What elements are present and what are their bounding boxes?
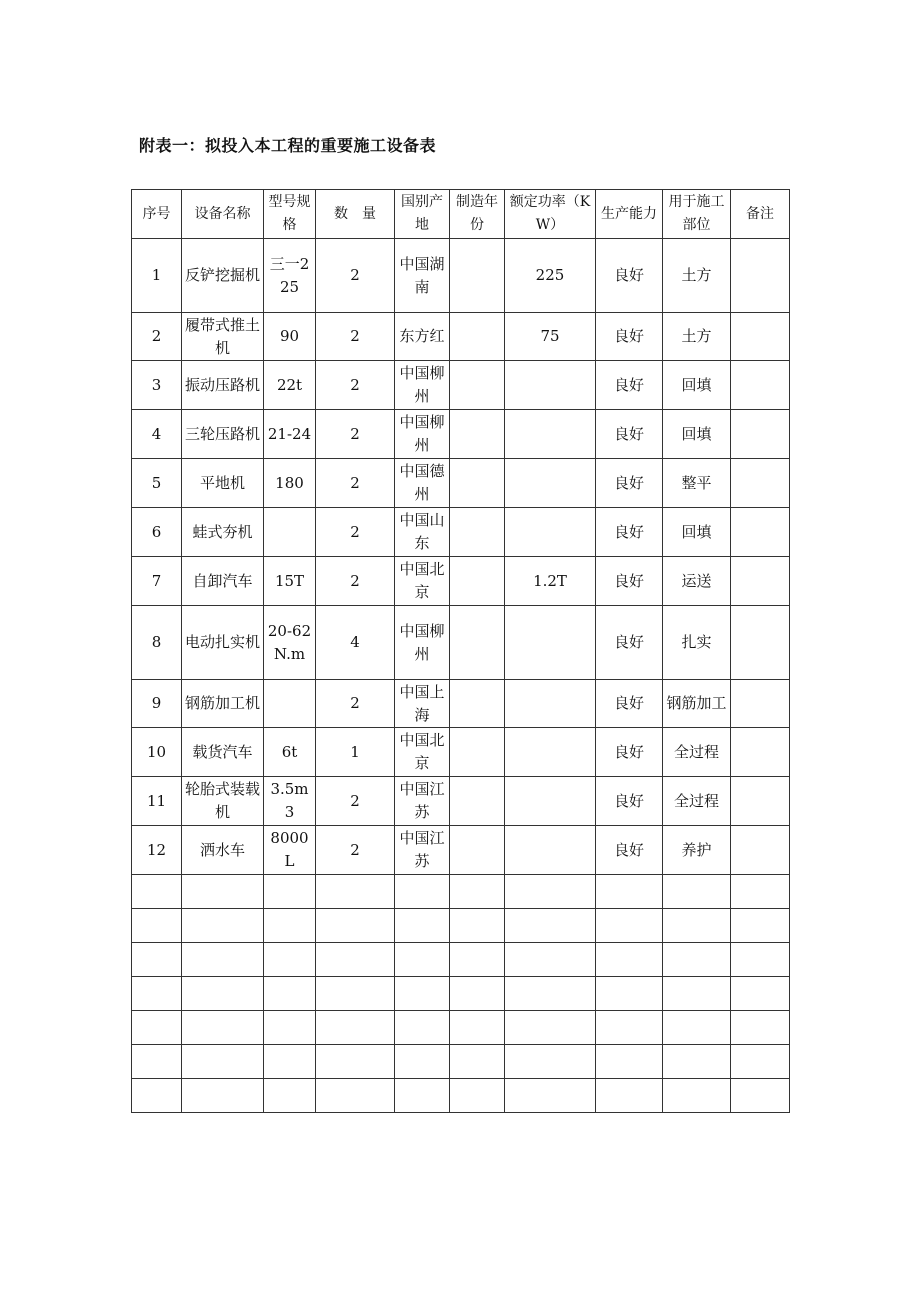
empty-cell	[450, 909, 505, 943]
cell-name: 反铲挖掘机	[182, 239, 264, 313]
cell-capacity: 良好	[596, 239, 663, 313]
empty-cell	[663, 943, 731, 977]
cell-name: 平地机	[182, 459, 264, 508]
cell-usage: 土方	[663, 239, 731, 313]
cell-seq: 3	[132, 361, 182, 410]
cell-power	[505, 410, 596, 459]
document-title: 附表一：拟投入本工程的重要施工设备表	[139, 136, 437, 155]
header-name: 设备名称	[182, 190, 264, 239]
cell-capacity: 良好	[596, 777, 663, 826]
cell-year	[450, 508, 505, 557]
table-row	[132, 728, 790, 777]
empty-cell	[316, 1079, 395, 1113]
empty-row	[132, 1079, 790, 1113]
empty-cell	[264, 1011, 316, 1045]
cell-power	[505, 459, 596, 508]
cell-power: 75	[505, 313, 596, 361]
cell-remark	[731, 680, 790, 728]
empty-cell	[182, 943, 264, 977]
cell-origin: 中国柳州	[395, 410, 450, 459]
empty-cell	[264, 1079, 316, 1113]
cell-usage: 钢筋加工	[663, 680, 731, 728]
empty-cell	[505, 875, 596, 909]
cell-seq: 1	[132, 239, 182, 313]
equipment-table	[131, 189, 790, 1113]
cell-usage: 养护	[663, 826, 731, 875]
cell-qty: 4	[316, 606, 395, 680]
cell-name: 电动扎实机	[182, 606, 264, 680]
empty-cell	[395, 1079, 450, 1113]
cell-power	[505, 728, 596, 777]
cell-power	[505, 606, 596, 680]
cell-power	[505, 508, 596, 557]
empty-cell	[450, 943, 505, 977]
cell-qty: 2	[316, 239, 395, 313]
empty-cell	[731, 1011, 790, 1045]
cell-name: 蛙式夯机	[182, 508, 264, 557]
cell-seq: 9	[132, 680, 182, 728]
empty-cell	[132, 909, 182, 943]
empty-cell	[395, 875, 450, 909]
header-model: 型号规格	[264, 190, 316, 239]
empty-cell	[596, 1011, 663, 1045]
cell-name: 载货汽车	[182, 728, 264, 777]
cell-remark	[731, 410, 790, 459]
table-row	[132, 680, 790, 728]
empty-cell	[731, 909, 790, 943]
empty-cell	[182, 1079, 264, 1113]
empty-cell	[450, 1079, 505, 1113]
cell-capacity: 良好	[596, 728, 663, 777]
empty-cell	[395, 1011, 450, 1045]
cell-model: 21-24	[264, 410, 316, 459]
header-power: 额定功率（KW）	[505, 190, 596, 239]
header-origin: 国别产地	[395, 190, 450, 239]
cell-capacity: 良好	[596, 826, 663, 875]
table-row	[132, 410, 790, 459]
empty-cell	[596, 977, 663, 1011]
empty-cell	[395, 977, 450, 1011]
empty-cell	[132, 943, 182, 977]
cell-usage: 运送	[663, 557, 731, 606]
cell-seq: 2	[132, 313, 182, 361]
table-row	[132, 239, 790, 313]
cell-usage: 土方	[663, 313, 731, 361]
cell-origin: 中国江苏	[395, 826, 450, 875]
empty-cell	[316, 943, 395, 977]
cell-year	[450, 459, 505, 508]
empty-cell	[663, 1079, 731, 1113]
empty-cell	[395, 943, 450, 977]
cell-capacity: 良好	[596, 680, 663, 728]
empty-row	[132, 875, 790, 909]
cell-remark	[731, 508, 790, 557]
table-body	[132, 239, 790, 1113]
cell-name: 振动压路机	[182, 361, 264, 410]
cell-seq: 10	[132, 728, 182, 777]
cell-name: 洒水车	[182, 826, 264, 875]
empty-cell	[316, 1045, 395, 1079]
header-year: 制造年份	[450, 190, 505, 239]
cell-model: 15T	[264, 557, 316, 606]
cell-seq: 11	[132, 777, 182, 826]
empty-cell	[182, 1045, 264, 1079]
cell-qty: 2	[316, 313, 395, 361]
empty-cell	[596, 909, 663, 943]
cell-capacity: 良好	[596, 361, 663, 410]
cell-power: 225	[505, 239, 596, 313]
empty-cell	[264, 943, 316, 977]
empty-cell	[596, 1045, 663, 1079]
empty-cell	[316, 875, 395, 909]
empty-cell	[731, 875, 790, 909]
cell-qty: 1	[316, 728, 395, 777]
cell-name: 自卸汽车	[182, 557, 264, 606]
table-row	[132, 777, 790, 826]
empty-cell	[316, 909, 395, 943]
cell-usage: 回填	[663, 361, 731, 410]
cell-power	[505, 680, 596, 728]
empty-cell	[505, 943, 596, 977]
empty-cell	[316, 1011, 395, 1045]
empty-cell	[663, 977, 731, 1011]
cell-seq: 6	[132, 508, 182, 557]
cell-usage: 全过程	[663, 777, 731, 826]
cell-capacity: 良好	[596, 606, 663, 680]
empty-cell	[505, 1079, 596, 1113]
cell-capacity: 良好	[596, 459, 663, 508]
cell-qty: 2	[316, 557, 395, 606]
cell-qty: 2	[316, 361, 395, 410]
cell-qty: 2	[316, 508, 395, 557]
cell-origin: 东方红	[395, 313, 450, 361]
cell-power	[505, 826, 596, 875]
cell-year	[450, 606, 505, 680]
cell-year	[450, 361, 505, 410]
cell-seq: 12	[132, 826, 182, 875]
cell-remark	[731, 777, 790, 826]
cell-origin: 中国湖南	[395, 239, 450, 313]
cell-seq: 4	[132, 410, 182, 459]
empty-cell	[450, 875, 505, 909]
empty-cell	[450, 1011, 505, 1045]
cell-year	[450, 313, 505, 361]
cell-model: 8000L	[264, 826, 316, 875]
empty-cell	[596, 875, 663, 909]
cell-year	[450, 557, 505, 606]
cell-remark	[731, 826, 790, 875]
cell-name: 履带式推土机	[182, 313, 264, 361]
cell-qty: 2	[316, 459, 395, 508]
cell-seq: 7	[132, 557, 182, 606]
empty-cell	[663, 875, 731, 909]
empty-cell	[663, 1045, 731, 1079]
cell-model	[264, 680, 316, 728]
cell-model	[264, 508, 316, 557]
cell-power: 1.2T	[505, 557, 596, 606]
cell-remark	[731, 239, 790, 313]
cell-model: 22t	[264, 361, 316, 410]
cell-origin: 中国德州	[395, 459, 450, 508]
empty-cell	[663, 1011, 731, 1045]
table-row	[132, 606, 790, 680]
empty-cell	[132, 1045, 182, 1079]
empty-cell	[182, 909, 264, 943]
empty-cell	[182, 1011, 264, 1045]
cell-origin: 中国北京	[395, 557, 450, 606]
table-row	[132, 313, 790, 361]
empty-cell	[731, 977, 790, 1011]
cell-name: 钢筋加工机	[182, 680, 264, 728]
empty-row	[132, 909, 790, 943]
cell-capacity: 良好	[596, 410, 663, 459]
empty-row	[132, 1011, 790, 1045]
header-seq: 序号	[132, 190, 182, 239]
cell-year	[450, 826, 505, 875]
cell-usage: 扎实	[663, 606, 731, 680]
cell-year	[450, 410, 505, 459]
empty-cell	[663, 909, 731, 943]
cell-qty: 2	[316, 777, 395, 826]
cell-model: 90	[264, 313, 316, 361]
header-row	[132, 190, 790, 239]
cell-remark	[731, 313, 790, 361]
cell-qty: 2	[316, 826, 395, 875]
cell-origin: 中国江苏	[395, 777, 450, 826]
cell-remark	[731, 459, 790, 508]
cell-name: 三轮压路机	[182, 410, 264, 459]
empty-cell	[505, 1045, 596, 1079]
cell-power	[505, 777, 596, 826]
cell-model: 6t	[264, 728, 316, 777]
cell-year	[450, 239, 505, 313]
empty-row	[132, 1045, 790, 1079]
empty-cell	[182, 875, 264, 909]
cell-remark	[731, 361, 790, 410]
table-row	[132, 459, 790, 508]
empty-cell	[731, 1079, 790, 1113]
empty-cell	[596, 1079, 663, 1113]
empty-cell	[450, 1045, 505, 1079]
cell-usage: 整平	[663, 459, 731, 508]
empty-cell	[596, 943, 663, 977]
cell-year	[450, 777, 505, 826]
table-row	[132, 826, 790, 875]
header-remark: 备注	[731, 190, 790, 239]
cell-capacity: 良好	[596, 557, 663, 606]
cell-model: 三一225	[264, 239, 316, 313]
cell-remark	[731, 606, 790, 680]
empty-row	[132, 977, 790, 1011]
cell-qty: 2	[316, 410, 395, 459]
header-qty: 数 量	[316, 190, 395, 239]
empty-cell	[132, 1011, 182, 1045]
cell-model: 3.5m3	[264, 777, 316, 826]
cell-usage: 回填	[663, 410, 731, 459]
cell-year	[450, 680, 505, 728]
empty-cell	[450, 977, 505, 1011]
empty-cell	[731, 943, 790, 977]
cell-remark	[731, 728, 790, 777]
cell-capacity: 良好	[596, 313, 663, 361]
cell-origin: 中国柳州	[395, 361, 450, 410]
empty-cell	[132, 1079, 182, 1113]
cell-qty: 2	[316, 680, 395, 728]
table-row	[132, 557, 790, 606]
empty-cell	[264, 875, 316, 909]
cell-power	[505, 361, 596, 410]
cell-name: 轮胎式装载机	[182, 777, 264, 826]
cell-origin: 中国柳州	[395, 606, 450, 680]
empty-cell	[182, 977, 264, 1011]
empty-cell	[505, 1011, 596, 1045]
cell-seq: 8	[132, 606, 182, 680]
cell-usage: 全过程	[663, 728, 731, 777]
empty-cell	[316, 977, 395, 1011]
empty-cell	[395, 1045, 450, 1079]
cell-remark	[731, 557, 790, 606]
table-row	[132, 361, 790, 410]
cell-year	[450, 728, 505, 777]
cell-usage: 回填	[663, 508, 731, 557]
empty-cell	[132, 977, 182, 1011]
empty-cell	[264, 1045, 316, 1079]
cell-model: 20-62N.m	[264, 606, 316, 680]
empty-cell	[132, 875, 182, 909]
empty-cell	[264, 909, 316, 943]
cell-model: 180	[264, 459, 316, 508]
cell-capacity: 良好	[596, 508, 663, 557]
empty-cell	[505, 909, 596, 943]
empty-cell	[395, 909, 450, 943]
empty-cell	[264, 977, 316, 1011]
empty-cell	[731, 1045, 790, 1079]
cell-seq: 5	[132, 459, 182, 508]
table-row	[132, 508, 790, 557]
empty-cell	[505, 977, 596, 1011]
header-capacity: 生产能力	[596, 190, 663, 239]
cell-origin: 中国山东	[395, 508, 450, 557]
cell-origin: 中国上海	[395, 680, 450, 728]
empty-row	[132, 943, 790, 977]
cell-origin: 中国北京	[395, 728, 450, 777]
header-usage: 用于施工部位	[663, 190, 731, 239]
